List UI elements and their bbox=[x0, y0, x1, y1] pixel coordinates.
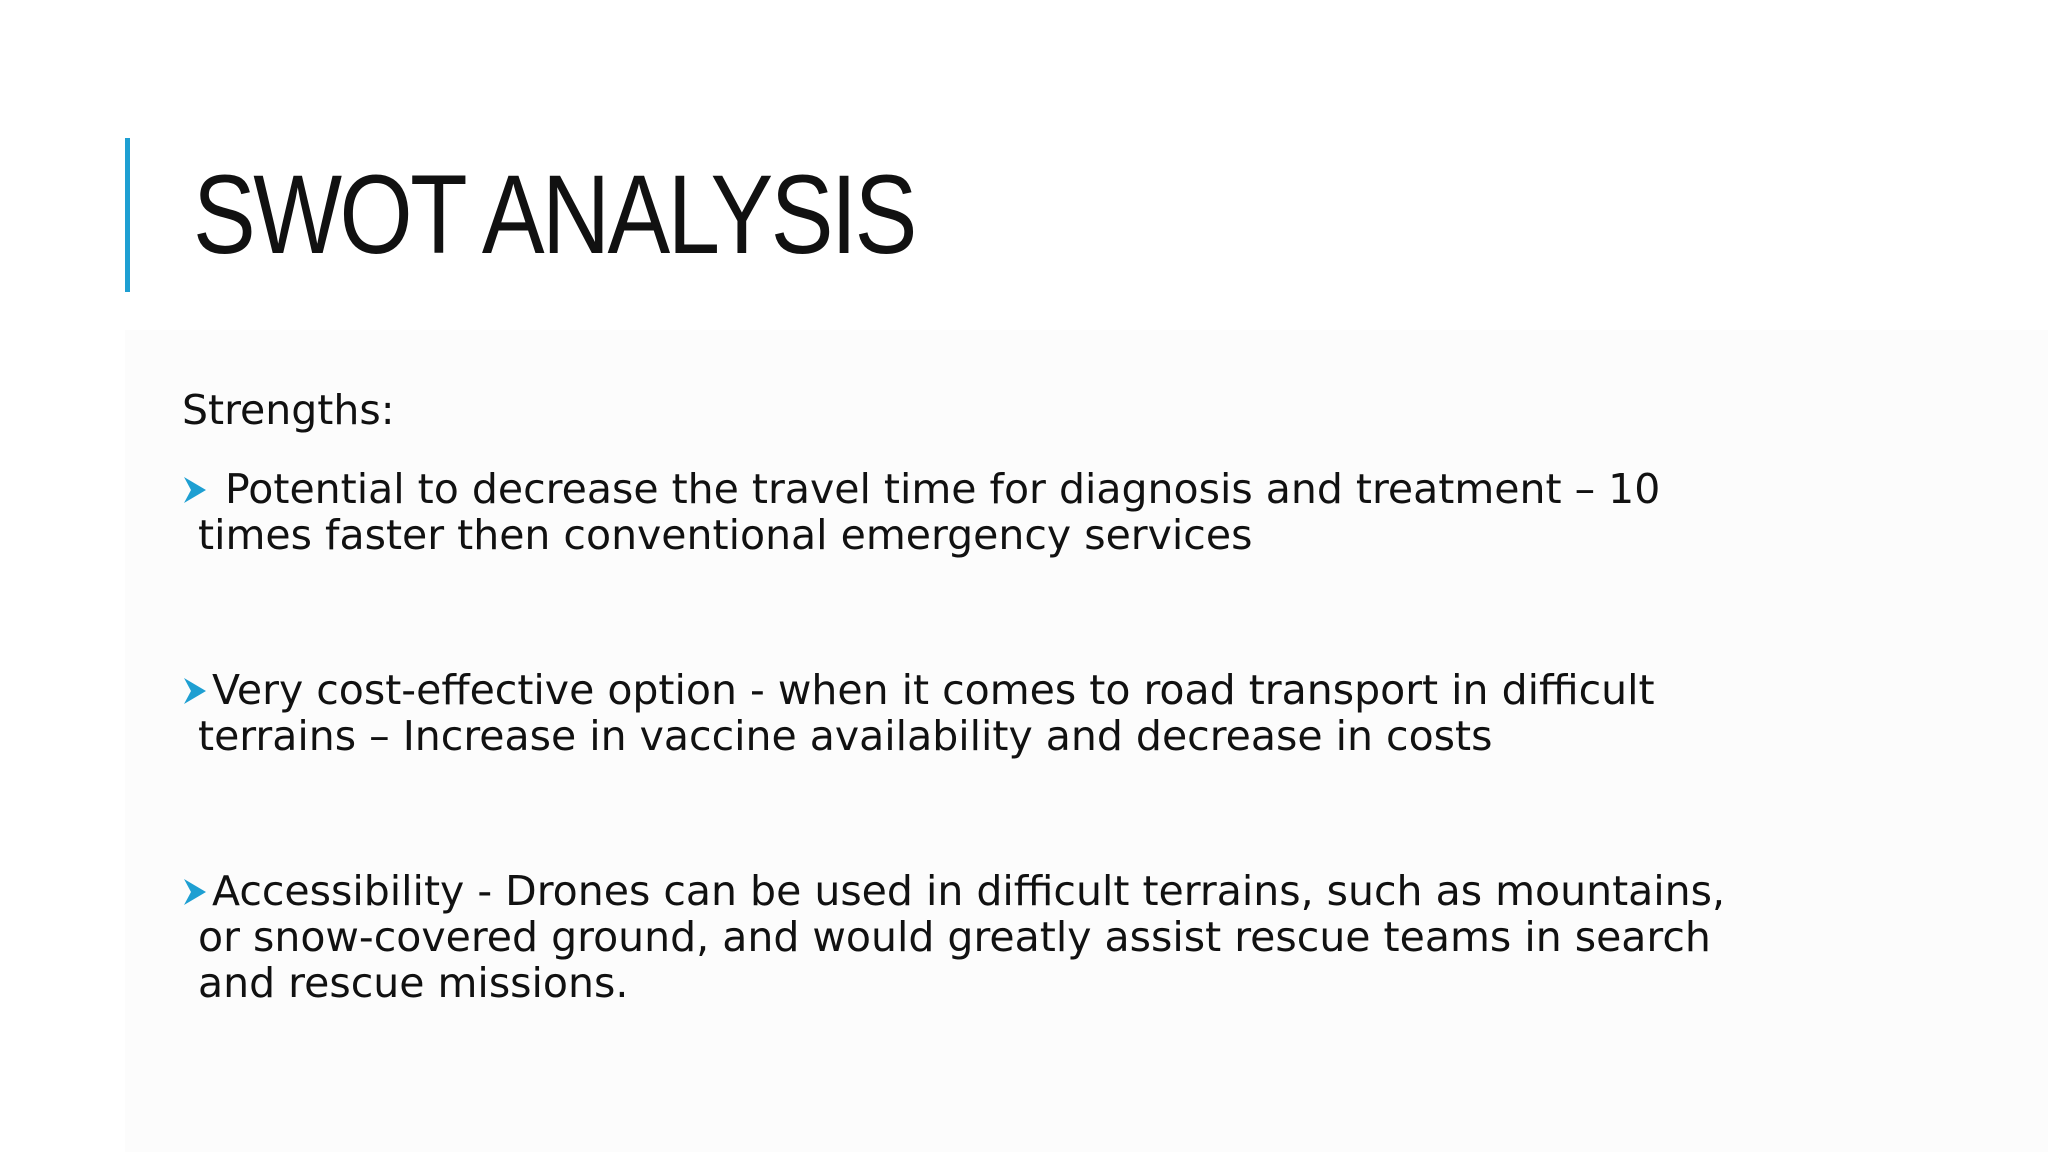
bullet-line bbox=[182, 868, 1882, 914]
bullet-text: Accessibility - Drones can be used in difficult terrains, such as mountains, bbox=[212, 867, 1726, 915]
arrow-bullet-icon bbox=[182, 877, 208, 907]
bullet-line: or snow-covered ground, and would greatly assist rescue teams in search bbox=[198, 913, 1711, 961]
bullet-item bbox=[182, 466, 1882, 558]
bullet-line: times faster then conventional emergency services bbox=[198, 511, 1253, 559]
strengths-heading: Strengths: bbox=[182, 386, 395, 434]
slide-title: SWOT ANALYSIS bbox=[193, 152, 915, 277]
bullet-text: Potential to decrease the travel time for diagnosis and treatment – 10 bbox=[212, 465, 1661, 513]
bullet-item bbox=[182, 667, 1882, 759]
title-accent-bar bbox=[125, 138, 130, 292]
bullet-line bbox=[182, 667, 1882, 713]
bullet-line: terrains – Increase in vaccine availability and decrease in costs bbox=[198, 712, 1493, 760]
bullet-text: Very cost-effective option - when it comes to road transport in difficult bbox=[212, 666, 1655, 714]
arrow-bullet-icon bbox=[182, 676, 208, 706]
bullet-line: and rescue missions. bbox=[198, 959, 629, 1007]
bullet-item bbox=[182, 868, 1882, 1006]
arrow-bullet-icon bbox=[182, 475, 208, 505]
bullet-line bbox=[182, 466, 1882, 512]
